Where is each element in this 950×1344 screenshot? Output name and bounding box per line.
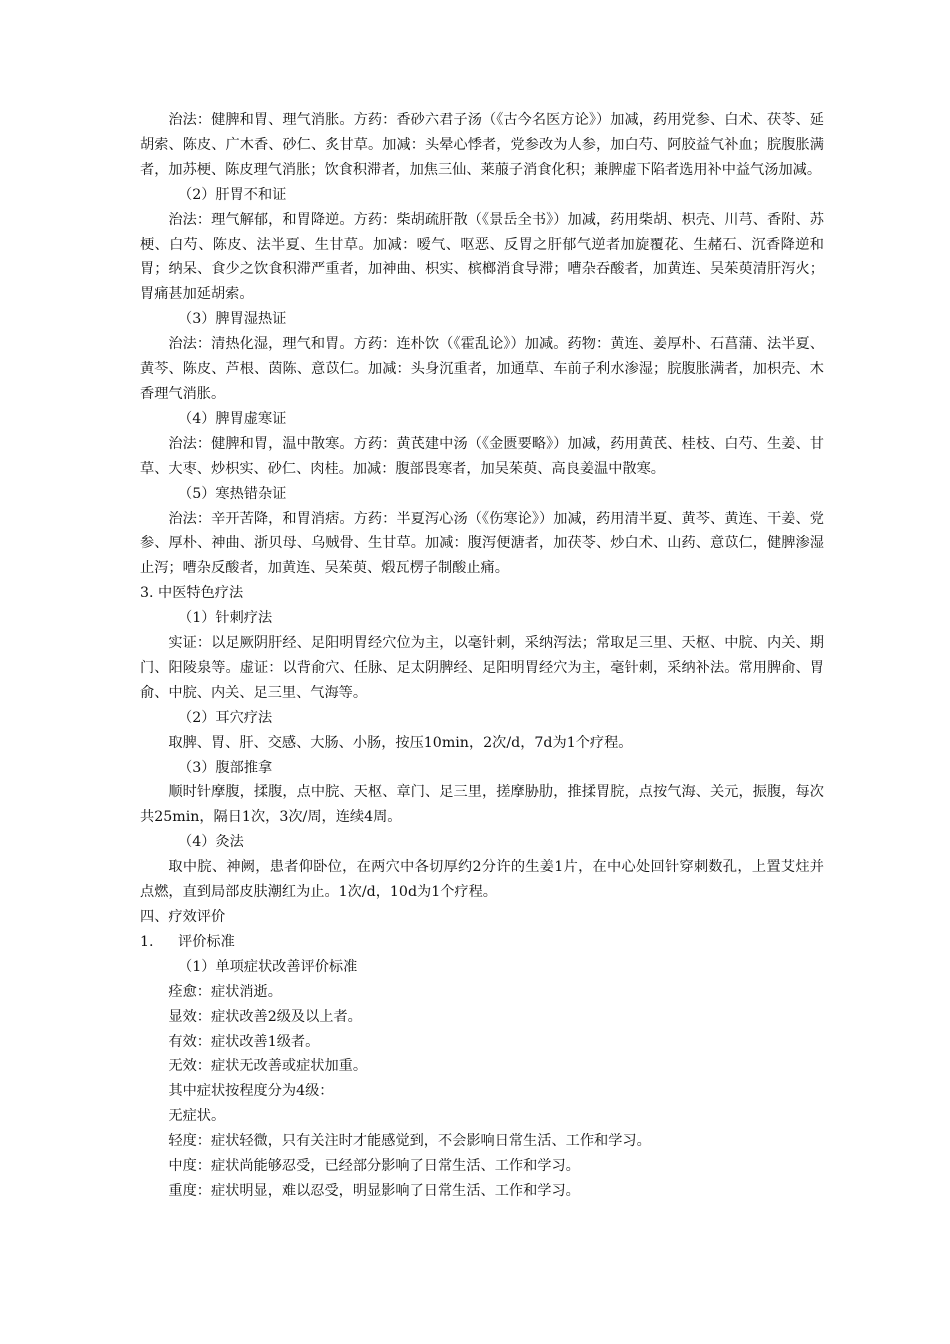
paragraph-abdominal-massage: 顺时针摩腹，揉腹，点中脘、天枢、章门、足三里，搓摩胁肋，推揉胃脘，点按气海、关元，振腹，每次共25min，隔日1次，3次/周，连续4周。: [140, 784, 824, 826]
severity-moderate: 中度：症状尚能够忍受，已经部分影响了日常生活、工作和学习。: [168, 1158, 580, 1175]
heading-damp-heat: （3）脾胃湿热证: [178, 311, 287, 328]
heading-evaluation-criteria: [140, 930, 824, 955]
paragraph-damp-heat-treatment: 治法：清热化湿，理气和胃。方药：连朴饮（《霍乱论》）加减。药物：黄连、姜厚朴、石菖蒲、法半夏、黄芩、陈皮、芦根、茵陈、意苡仁。加减：头身沉重者，加通草、车前子利水渗湿；脘腹胀满者，加枳壳、木香理气消胀。: [140, 336, 824, 402]
heading-moxibustion: （4）灸法: [178, 834, 244, 851]
chapter-heading-efficacy-evaluation: 四、疗效评价: [140, 909, 226, 925]
section-heading-tcm-therapy: 3. 中医特色疗法: [140, 585, 244, 602]
paragraph-deficiency-cold-treatment: 治法：健脾和胃，温中散寒。方药：黄芪建中汤（《金匮要略》）加减，药用黄芪、桂枝、白芍、生姜、甘草、大枣、炒枳实、砂仁、肉桂。加减：腹部畏寒者，加吴茱萸、高良姜温中散寒。: [140, 435, 824, 477]
heading-acupuncture: （1）针刺疗法: [178, 610, 273, 627]
paragraph-spleen-deficiency-treatment: 治法：健脾和胃、理气消胀。方药：香砂六君子汤（《古今名医方论》）加减，药用党参、白术、茯苓、延胡索、陈皮、广木香、砂仁、炙甘草。加减：头晕心悸者，党参改为人参，加白芍、阿胶益气补血；脘腹胀满者，加苏梗、陈皮理气消胀；饮食积滞者，加焦三仙、莱菔子消食化积；兼脾虚下陷者选用补中益气汤加减。: [140, 112, 824, 178]
heading-cold-heat-mixed: （5）寒热错杂证: [178, 485, 287, 502]
criteria-ineffective: 无效：症状无改善或症状加重。: [168, 1058, 368, 1075]
heading-deficiency-cold: （4）脾胃虚寒证: [178, 410, 287, 427]
list-label: 评价标准: [178, 933, 235, 950]
paragraph-moxibustion: 取中脘、神阙，患者仰卧位，在两穴中各切厚约2分许的生姜1片，在中心处回针穿刺数孔，上置艾炷并点燃，直到局部皮肤潮红为止。1次/d，10d为1个疗程。: [140, 859, 824, 901]
heading-liver-stomach-disharmony: （2）肝胃不和证: [178, 186, 287, 203]
list-number: 1.: [140, 933, 154, 950]
paragraph-acupuncture: 实证：以足厥阴肝经、足阳明胃经穴位为主，以毫针刺，采纳泻法；常取足三里、天枢、中脘、内关、期门、阳陵泉等。虚证：以背俞穴、任脉、足太阴脾经、足阳明胃经穴为主，毫针刺，采纳补法。常用脾俞、胃俞、中脘、内关、足三里、气海等。: [140, 635, 824, 701]
heading-ear-acupoint: （2）耳穴疗法: [178, 709, 273, 726]
paragraph-cold-heat-treatment: 治法：辛开苦降，和胃消痞。方药：半夏泻心汤（《伤寒论》）加减，药用清半夏、黄芩、黄连、干姜、党参、厚朴、神曲、浙贝母、乌贼骨、生甘草。加减：腹泻便溏者，加茯苓、炒白术、山药、意苡仁，健脾渗湿止泻；嘈杂反酸者，加黄连、吴茱萸、煅瓦楞子制酸止痛。: [140, 510, 824, 577]
criteria-marked: 显效：症状改善2级及以上者。: [168, 1008, 362, 1025]
paragraph-ear-acupoint: 取脾、胃、肝、交感、大肠、小肠，按压10min，2次/d，7d为1个疗程。: [168, 734, 633, 751]
severity-intro: 其中症状按程度分为4级：: [168, 1083, 334, 1100]
document-page: [140, 108, 824, 1204]
criteria-cured: 痊愈：症状消逝。: [168, 983, 282, 1000]
severity-mild: 轻度：症状轻微，只有关注时才能感觉到，不会影响日常生活、工作和学习。: [168, 1133, 651, 1150]
heading-abdominal-massage: （3）腹部推拿: [178, 759, 273, 776]
severity-none: 无症状。: [168, 1108, 226, 1125]
severity-severe: 重度：症状明显，难以忍受，明显影响了日常生活、工作和学习。: [168, 1182, 580, 1199]
paragraph-liver-stomach-treatment: 治法：理气解郁，和胃降逆。方药：柴胡疏肝散（《景岳全书》）加减，药用柴胡、枳壳、川芎、香附、苏梗、白芍、陈皮、法半夏、生甘草。加减：嗳气、呕恶、反胃之肝郁气逆者加旋覆花、生赭石、沉香降逆和胃；纳呆、食少之饮食积滞严重者，加神曲、枳实、槟榔消食导滞；嘈杂吞酸者，加黄连、吴茱萸清肝泻火；胃痛甚加延胡索。: [140, 211, 824, 303]
heading-single-symptom-criteria: （1）单项症状改善评价标准: [178, 958, 358, 975]
criteria-effective: 有效：症状改善1级者。: [168, 1033, 320, 1050]
